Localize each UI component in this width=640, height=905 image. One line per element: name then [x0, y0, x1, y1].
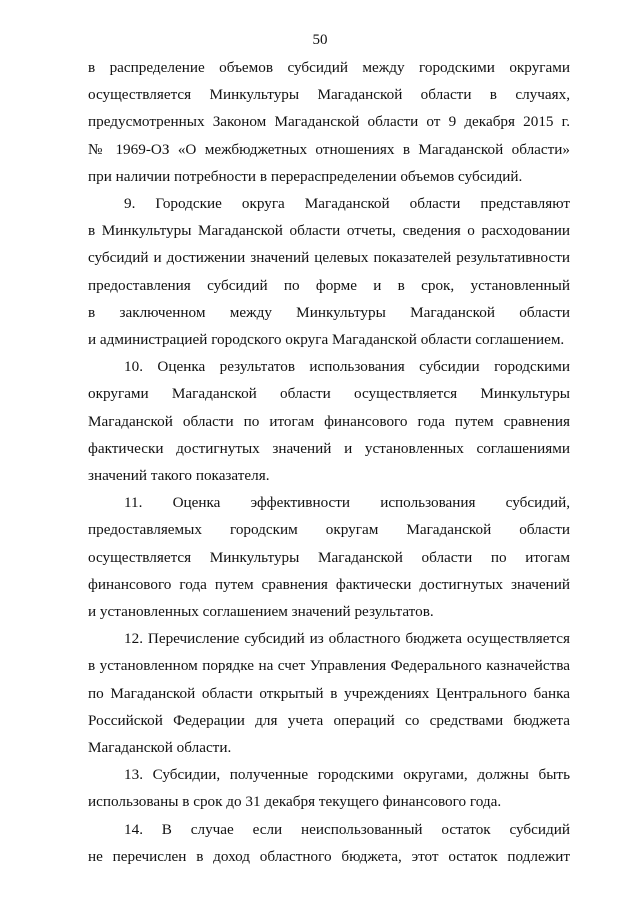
- text-line: 10. Оценка результатов использования субсидии городскими: [124, 358, 570, 376]
- document-body: [88, 54, 570, 870]
- text-line: по Магаданской области открытый в учреждениях Центрального банка: [88, 684, 570, 702]
- text-line: Российской Федерации для учета операций со средствами бюджета: [88, 711, 570, 729]
- text-line: субсидий и достижении значений целевых показателей результативности: [88, 249, 570, 267]
- text-line: в установленном порядке на счет Управления Федерального казначейства: [88, 657, 570, 675]
- text-line: и установленных соглашением значений результатов.: [88, 603, 434, 621]
- text-line: Магаданской области.: [88, 739, 232, 757]
- text-line: предусмотренных Законом Магаданской области от 9 декабря 2015 г.: [88, 113, 570, 131]
- paragraph-p-12: [88, 625, 570, 761]
- page-number: 50: [312, 32, 328, 48]
- text-line: при наличии потребности в перераспределении объемов субсидий.: [88, 167, 523, 185]
- text-line: предоставления субсидий по форме и в срок, установленный: [88, 276, 570, 294]
- text-line: и администрацией городского округа Магаданской области соглашением.: [88, 331, 565, 349]
- text-line: № 1969-ОЗ «О межбюджетных отношениях в Магаданской области»: [88, 140, 570, 158]
- paragraph-p-continuation: [88, 54, 570, 190]
- text-line: фактически достигнутых значений и установленных соглашениями: [88, 439, 570, 457]
- text-line: осуществляется Минкультуры Магаданской области по итогам: [88, 548, 570, 566]
- paragraph-p-10: [88, 353, 570, 489]
- paragraph-p-14: [88, 816, 570, 870]
- text-line: предоставляемых городским округам Магаданской области: [88, 521, 570, 539]
- text-line: в распределение объемов субсидий между городскими округами: [88, 59, 570, 76]
- text-line: 9. Городские округа Магаданской области представляют: [124, 195, 570, 213]
- text-line: в Минкультуры Магаданской области отчеты, сведения о расходовании: [88, 222, 570, 240]
- paragraph-p-9: [88, 190, 570, 353]
- text-line: Магаданской области по итогам финансового года путем сравнения: [88, 412, 570, 430]
- paragraph-p-11: [88, 489, 570, 625]
- text-line: в заключенном между Минкультуры Магаданской области: [88, 303, 570, 321]
- text-line: 13. Субсидии, полученные городскими округами, должны быть: [124, 766, 570, 784]
- text-line: округами Магаданской области осуществляется Минкультуры: [88, 385, 570, 403]
- text-line: 11. Оценка эффективности использования субсидий,: [124, 494, 570, 512]
- text-line: осуществляется Минкультуры Магаданской области в случаях,: [88, 86, 570, 104]
- text-line: финансового года путем сравнения фактически достигнутых значений: [88, 575, 570, 593]
- text-line: значений такого показателя.: [88, 467, 270, 485]
- text-line: не перечислен в доход областного бюджета, этот остаток подлежит: [88, 847, 570, 865]
- text-line: 14. В случае если неиспользованный остаток субсидий: [124, 820, 570, 838]
- text-line: 12. Перечисление субсидий из областного бюджета осуществляется: [124, 630, 570, 648]
- text-line: использованы в срок до 31 декабря текущего финансового года.: [88, 793, 502, 811]
- paragraph-p-13: [88, 761, 570, 815]
